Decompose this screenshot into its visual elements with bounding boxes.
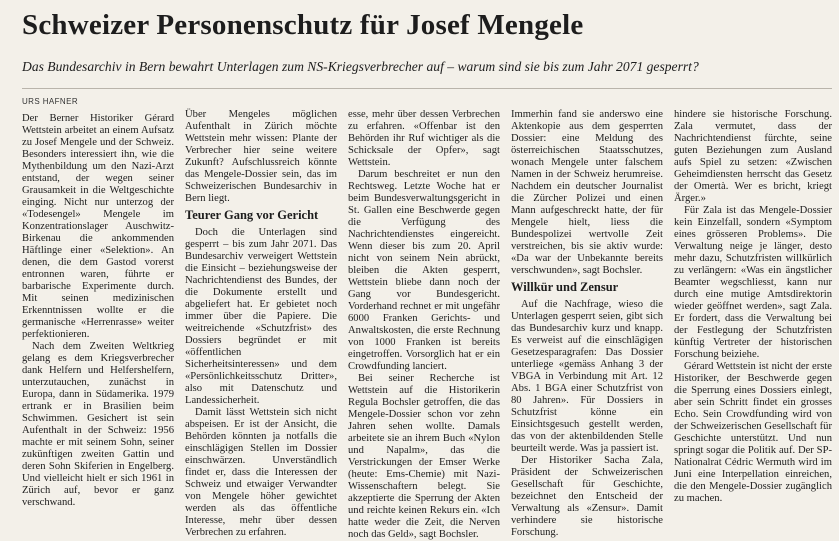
divider [22, 88, 832, 89]
text-column-3 [348, 109, 500, 540]
paragraph: Für Zala ist das Mengele-Dossier kein Einzelfall, sondern «Symptom eines grösseren Problems». Die Verwaltung neige je länger, desto mehr dazu, Schutzfristen willkürlich zu verlängern: «Was ein ängstlicher Beamter wegschliesst, kann nur durch eine mutige Amtsdirektorin wieder geöffnet werden», sagt Zala. Er fordert, dass die Verwaltung bei der Festlegung der Schutzfristen künftig Vertreter der historischen Forschung beiziehe. [674, 205, 832, 360]
section-heading: Willkür und Zensur [511, 280, 619, 294]
paragraph: Gérard Wettstein ist nicht der erste Historiker, der Beschwerde gegen die Sperrung eines Dossiers einlegt, aber sein Schritt findet ein grosses Echo. Sein Crowdfunding wird von der Schweizerischen Gesellschaft für Geschichte unterstützt. Und nun springt sogar die Politik auf. Der SP-Nationalrat Cédric Wermuth wird im Juni eine Interpellation einreichen, die den Mengele-Dossier zugänglich zu machen. [674, 361, 832, 504]
article-headline: Schweizer Personenschutz für Josef Mengele [22, 9, 584, 41]
paragraph: Immerhin fand sie anderswo eine Aktenkopie aus dem gesperrten Dossier: eine Meldung des österreichischen Staatsschutzes, wonach Mengele unter falschem Namen in der Schweiz herumreise. Nachdem ein deutscher Journalist die Zürcher Polizei und einen Mann aufgeschreckt hatte, der für Mengele hielt, liess die Bundespolizei wertvolle Zeit verstreichen, bis sie aktiv wurde: «Da war der Unbekannte bereits verschwunden», sagt Bochsler. [511, 109, 663, 276]
text-column-2 [185, 109, 337, 538]
article-subtitle: Das Bundesarchiv in Bern bewahrt Unterlagen zum NS-Kriegsverbrecher auf – warum sind sie bis zum Jahr 2071 gesperrt? [22, 59, 699, 74]
paragraph: Damit lässt Wettstein sich nicht abspeisen. Er ist der Ansicht, die Behörden könnten ja notfalls die einschlägigen Stellen im Dossier einschwärzen. Unverständlich findet er, dass die Interessen der Schweiz und etwaiger Verwandter von Mengele höher gewichtet werden als das öffentliche Interesse, mehr über dessen Verbrechen zu erfahren. [185, 407, 337, 538]
text-column-4 [511, 109, 663, 538]
paragraph: Der Berner Historiker Gérard Wettstein arbeitet an einem Aufsatz zu Josef Mengele und der Schweiz. Besonders interessiert ihn, wie die Mythenbildung um den Nazi-Arzt entstand, der wegen seiner Grausamkeit in die Weltgeschichte einging. Nicht nur unterzog der «Todesengel» Mengele im Konzentrationslager Auschwitz-Birkenau die ankommenden Häftlinge einer «Selektion». An denen, die dem Gastod vorerst entronnen waren, führte er barbarische Experimente durch. Mit seinen medizinischen Erkenntnissen wollte er die germanische «Herrenrasse» weiter perfektionieren. [22, 113, 174, 340]
paragraph: Auf die Nachfrage, wieso die Unterlagen gesperrt seien, gibt sich das Bundesarchiv kurz und knapp. Es verweist auf die einschlägigen Gesetzesparagrafen: Das Dossier unterliege «gemäss Anhang 3 der VBGA in Verbindung mit Art. 12 Abs. 1 BGA einer Schutzfrist von 80 Jahren». Für Dossiers in Schutzfrist könne ein Einsichtsgesuch gestellt werden, das von der aktenbildenden Stelle beurteilt werde. Was ja passiert ist. [511, 299, 663, 454]
paragraph: Über Mengeles möglichen Aufenthalt in Zürich möchte Wettstein mehr wissen: Plante der Verbrecher hier seine weitere Zukunft? Aufschlussreich könnte das Mengele-Dossier sein, das im Schweizerischen Bundesarchiv in Bern liegt. [185, 109, 337, 204]
paragraph: Doch die Unterlagen sind gesperrt – bis zum Jahr 2071. Das Bundesarchiv verweigert Wettstein die Einsicht – beziehungsweise der Nachrichtendienst des Bundes, der die Dokumente erstellt und abgeliefert hat. Er gebietet noch immer über die Papiere. Die weitreichende «Schutzfrist» des Dossiers begründet er mit «öffentlichen Sicherheitsinteressen» und dem «Persönlichkeitsschutz Dritter», also mit Datenschutz und Landessicherheit. [185, 227, 337, 406]
paragraph: Bei seiner Recherche ist Wettstein auf die Historikerin Regula Bochsler getroffen, die das Mengele-Dossier schon vor zehn Jahren sehen wollte. Damals arbeitete sie an ihrem Buch «Nylon und Napalm», das die Verstrickungen der Emser Werke (heute: Ems-Chemie) mit Nazi-Wissenschaftern belegt. Sie akzeptierte die Sperrung der Akten und reichte keinen Rekurs ein. «Ich hatte weder die Zeit, die Nerven noch das Geld», sagt Bochsler. [348, 373, 500, 540]
author-byline: URS HAFNER [22, 97, 79, 106]
text-column-1 [22, 113, 174, 508]
paragraph: Darum beschreitet er nun den Rechtsweg. Letzte Woche hat er beim Bundesverwaltungsgericht in St. Gallen eine Beschwerde gegen die Verfügung des Nachrichtendienstes eingereicht. Wenn dieser bis zum 20. April nicht von seinem Nein abrückt, bleiben die Akten gesperrt, Wettstein bliebe dann noch der Gang vor Bundesgericht. Vorderhand rechnet er mit ungefähr 6000 Franken Gerichts- und Anwaltskosten, die erste Rechnung von 1000 Franken ist bereits eingetroffen. Vorsorglich hat er ein Crowdfunding lanciert. [348, 169, 500, 372]
section-heading: Teurer Gang vor Gericht [185, 208, 319, 222]
paragraph: hindere sie historische Forschung. Zala vermutet, dass der Nachrichtendienst fürchte, seine guten Beziehungen zum Ausland aufs Spiel zu setzen: «Zwischen Geheimdiensten herrscht das Gesetz der Omertà. Wer es bricht, kriegt Ärger.» [674, 109, 832, 204]
paragraph: esse, mehr über dessen Verbrechen zu erfahren. «Offenbar ist den Behörden ihr Ruf wichtiger als die Schicksale der Opfer», sagt Wettstein. [348, 109, 500, 168]
text-column-5 [674, 109, 832, 504]
paragraph: Der Historiker Sacha Zala, Präsident der Schweizerischen Gesellschaft für Geschichte, bezeichnet den Entscheid der Verwaltung als «Zensur». Damit verhindere sie historische Forschung. [511, 455, 663, 538]
paragraph: Nach dem Zweiten Weltkrieg gelang es dem Kriegsverbrecher dank Helfern und Helfershelfern, unterzutauchen, zunächst in Europa, dann in Südamerika. 1979 ertrank er in Brasilien beim Schwimmen. Gesichert ist sein Aufenthalt in der Schweiz: 1956 machte er mit seinem Sohn, seiner zukünftigen zweiten Gattin und deren Sohn Skiferien in Engelberg. Und vielleicht hielt er sich 1961 in Zürich auf, bevor er ganz verschwand. [22, 341, 174, 508]
